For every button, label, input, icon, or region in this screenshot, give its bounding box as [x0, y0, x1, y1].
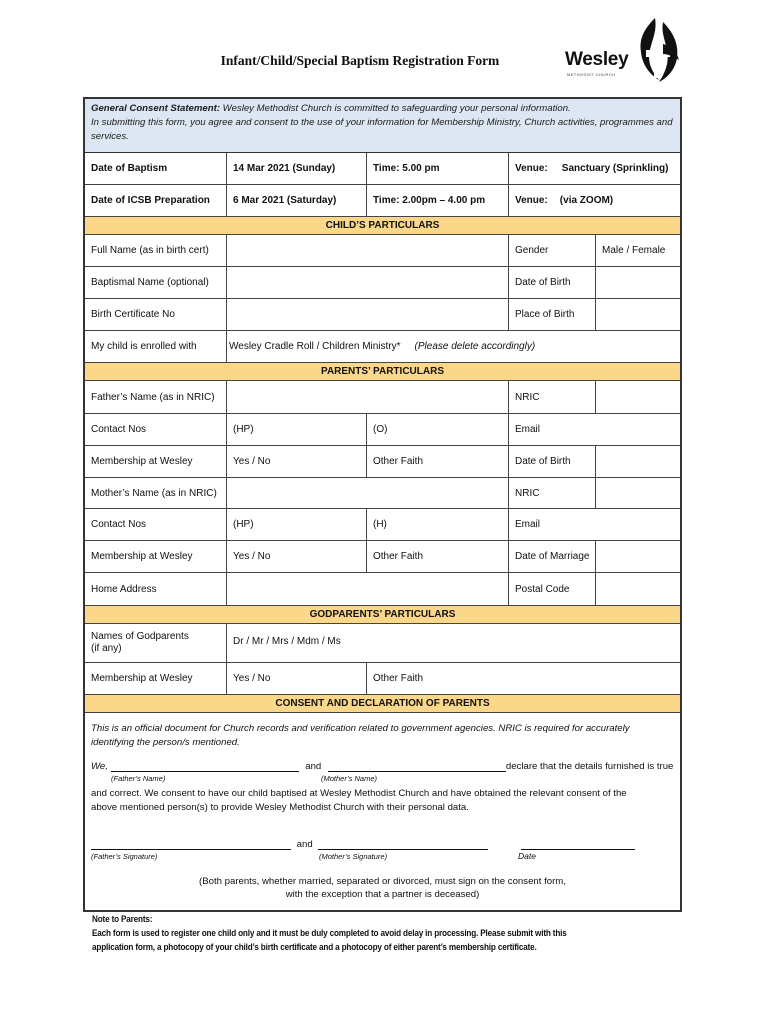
baptism-date-row: [85, 153, 680, 185]
registration-form: [83, 97, 682, 912]
child-full-name-row: [85, 235, 680, 267]
baptismal-name-field[interactable]: [227, 267, 509, 298]
baptism-venue-label: Venue:: [515, 163, 548, 174]
father-signature-caption: (Father’s Signature): [91, 852, 158, 861]
father-name-field[interactable]: [227, 381, 509, 413]
birth-cert-label: Birth Certificate No: [85, 299, 227, 330]
flame-cross-icon: [633, 16, 685, 84]
declaration-names-line: [91, 761, 673, 772]
preparation-date-label: Date of ICSB Preparation: [85, 185, 227, 216]
father-membership-label: Membership at Wesley: [85, 446, 227, 477]
child-dob-label: Date of Birth: [509, 267, 596, 298]
preparation-date-value: 6 Mar 2021 (Saturday): [227, 185, 367, 216]
signature-line: [91, 839, 635, 850]
declare-text: declare that the details furnished is true: [505, 761, 674, 772]
preparation-venue-label: Venue:: [515, 195, 548, 206]
baptism-venue-value: Sanctuary (Sprinkling): [561, 163, 669, 174]
mother-membership-options[interactable]: Yes / No: [227, 541, 367, 572]
mother-name-row: [85, 478, 680, 509]
home-address-row: [85, 573, 680, 606]
godparent-membership-label: Membership at Wesley: [85, 663, 227, 694]
marriage-date-field[interactable]: [596, 541, 680, 572]
godparent-other-faith-field[interactable]: Other Faith: [373, 673, 424, 684]
father-dob-field[interactable]: [596, 446, 680, 477]
birth-cert-row: [85, 299, 680, 331]
father-nric-field[interactable]: [596, 381, 680, 413]
father-hp-field[interactable]: (HP): [227, 414, 367, 445]
baptism-venue: [509, 153, 680, 184]
place-of-birth-field[interactable]: [596, 299, 680, 330]
consent-lead: General Consent Statement:: [91, 103, 221, 114]
mother-email-field[interactable]: Email: [515, 519, 541, 530]
declaration-footer-1: (Both parents, whether married, separated or divorced, must sign on the consent form,: [199, 876, 566, 887]
birth-cert-field[interactable]: [227, 299, 509, 330]
declaration-intro-2: identifying the person/s mentioned.: [91, 737, 240, 748]
godparent-membership-row: [85, 663, 680, 695]
note-line-2: application form, a photocopy of your child’s birth certificate and a photocopy of either parent’s membership certificate.: [92, 942, 537, 953]
mother-other-faith-field[interactable]: Other Faith: [367, 541, 509, 572]
preparation-time-value: Time: 2.00pm – 4.00 pm: [367, 185, 509, 216]
child-full-name-field[interactable]: [227, 235, 509, 266]
baptism-time-value: Time: 5.00 pm: [367, 153, 509, 184]
father-office-field[interactable]: (O): [367, 414, 509, 445]
father-name-blank[interactable]: [111, 762, 299, 772]
note-to-parents: [92, 913, 652, 955]
mother-contact-row: [85, 509, 680, 541]
we-label: We,: [91, 761, 108, 772]
mother-contact-label: Contact Nos: [85, 509, 227, 540]
father-name-label: Father’s Name (as in NRIC): [85, 381, 227, 413]
declaration-body: [85, 715, 680, 912]
father-dob-label: Date of Birth: [509, 446, 596, 477]
father-membership-row: [85, 446, 680, 478]
father-membership-options[interactable]: Yes / No: [227, 446, 367, 477]
and-label-1: and: [305, 761, 322, 772]
home-address-field[interactable]: [227, 573, 509, 605]
mother-name-caption: (Mother’s Name): [321, 774, 377, 783]
father-contact-label: Contact Nos: [85, 414, 227, 445]
father-contact-row: [85, 414, 680, 446]
declaration-body-2: above mentioned person(s) to provide Wesley Methodist Church with their personal data.: [91, 802, 469, 813]
preparation-venue-value: (via ZOOM): [559, 195, 614, 206]
declaration-section-heading: CONSENT AND DECLARATION OF PARENTS: [85, 695, 680, 713]
mother-nric-field[interactable]: [596, 478, 680, 508]
declaration-intro-1: This is an official document for Church records and verification related to government agencies. NRIC is required for accurately: [91, 723, 630, 734]
father-other-faith-field[interactable]: Other Faith: [367, 446, 509, 477]
note-title: Note to Parents:: [92, 914, 153, 925]
baptism-date-value: 14 Mar 2021 (Sunday): [227, 153, 367, 184]
date-caption: Date: [518, 851, 536, 861]
preparation-date-row: [85, 185, 680, 217]
enrolment-note: (Please delete accordingly): [414, 341, 536, 352]
postal-code-field[interactable]: [596, 573, 680, 605]
declaration-body-1: and correct. We consent to have our child baptised at Wesley Methodist Church and have obtained the relevant consent of the: [91, 788, 627, 799]
godparents-section-heading: GODPARENTS’ PARTICULARS: [85, 606, 680, 624]
mother-nric-label: NRIC: [509, 478, 596, 508]
enrolment-label: My child is enrolled with: [85, 331, 227, 362]
consent-statement: [85, 99, 680, 153]
mother-hp-field[interactable]: (HP): [227, 509, 367, 540]
postal-code-label: Postal Code: [509, 573, 596, 605]
logo-subtext: METHODIST CHURCH: [567, 72, 616, 77]
father-nric-label: NRIC: [509, 381, 596, 413]
consent-text-1: Wesley Methodist Church is committed to safeguarding your personal information.: [220, 103, 571, 114]
father-email-field[interactable]: Email: [515, 424, 541, 435]
mother-home-field[interactable]: (H): [367, 509, 509, 540]
preparation-venue: [509, 185, 680, 216]
mother-membership-row: [85, 541, 680, 573]
church-logo: [565, 16, 690, 86]
baptism-date-label: Date of Baptism: [85, 153, 227, 184]
mother-signature-caption: (Mother’s Signature): [319, 852, 388, 861]
mother-name-blank[interactable]: [328, 762, 506, 772]
child-dob-field[interactable]: [596, 267, 680, 298]
logo-text: Wesley: [565, 49, 629, 70]
note-line-1: Each form is used to register one child only and it must be duly completed to avoid delay in processing. Please submit with this: [92, 928, 567, 939]
godparent-names-label: [85, 624, 227, 662]
godparent-names-field[interactable]: Dr / Mr / Mrs / Mdm / Ms: [233, 636, 341, 647]
godparent-names-label-2: (if any): [91, 643, 122, 654]
father-name-row: [85, 381, 680, 414]
godparent-membership-options[interactable]: Yes / No: [227, 663, 367, 694]
child-section-heading: CHILD’S PARTICULARS: [85, 217, 680, 235]
mother-name-label: Mother’s Name (as in NRIC): [85, 478, 227, 508]
baptismal-name-label: Baptismal Name (optional): [85, 267, 227, 298]
enrolment-value: Wesley Cradle Roll / Children Ministry*: [229, 341, 401, 352]
and-label-2: and: [296, 839, 313, 850]
gender-options[interactable]: Male / Female: [602, 245, 666, 256]
gender-label: Gender: [509, 235, 596, 266]
godparent-names-row: [85, 624, 680, 663]
page-title: Infant/Child/Special Baptism Registration Form: [220, 53, 500, 68]
child-full-name-label: Full Name (as in birth cert): [85, 235, 227, 266]
mother-signature-blank[interactable]: [318, 840, 488, 850]
godparent-names-label-1: Names of Godparents: [91, 631, 189, 642]
mother-name-field[interactable]: [227, 478, 509, 508]
place-of-birth-label: Place of Birth: [509, 299, 596, 330]
enrolment-options[interactable]: [227, 331, 680, 362]
parents-section-heading: PARENTS’ PARTICULARS: [85, 363, 680, 381]
father-name-caption: (Father’s Name): [111, 774, 166, 783]
marriage-date-label: Date of Marriage: [509, 541, 596, 572]
father-signature-blank[interactable]: [91, 840, 291, 850]
mother-membership-label: Membership at Wesley: [85, 541, 227, 572]
date-blank[interactable]: [521, 840, 635, 850]
consent-text-2: In submitting this form, you agree and consent to the use of your information for Membership Ministry, Church activities, programmes and services.: [91, 117, 673, 142]
home-address-label: Home Address: [85, 573, 227, 605]
baptismal-name-row: [85, 267, 680, 299]
enrolment-row: [85, 331, 680, 363]
declaration-footer-2: with the exception that a partner is deceased): [285, 889, 480, 900]
